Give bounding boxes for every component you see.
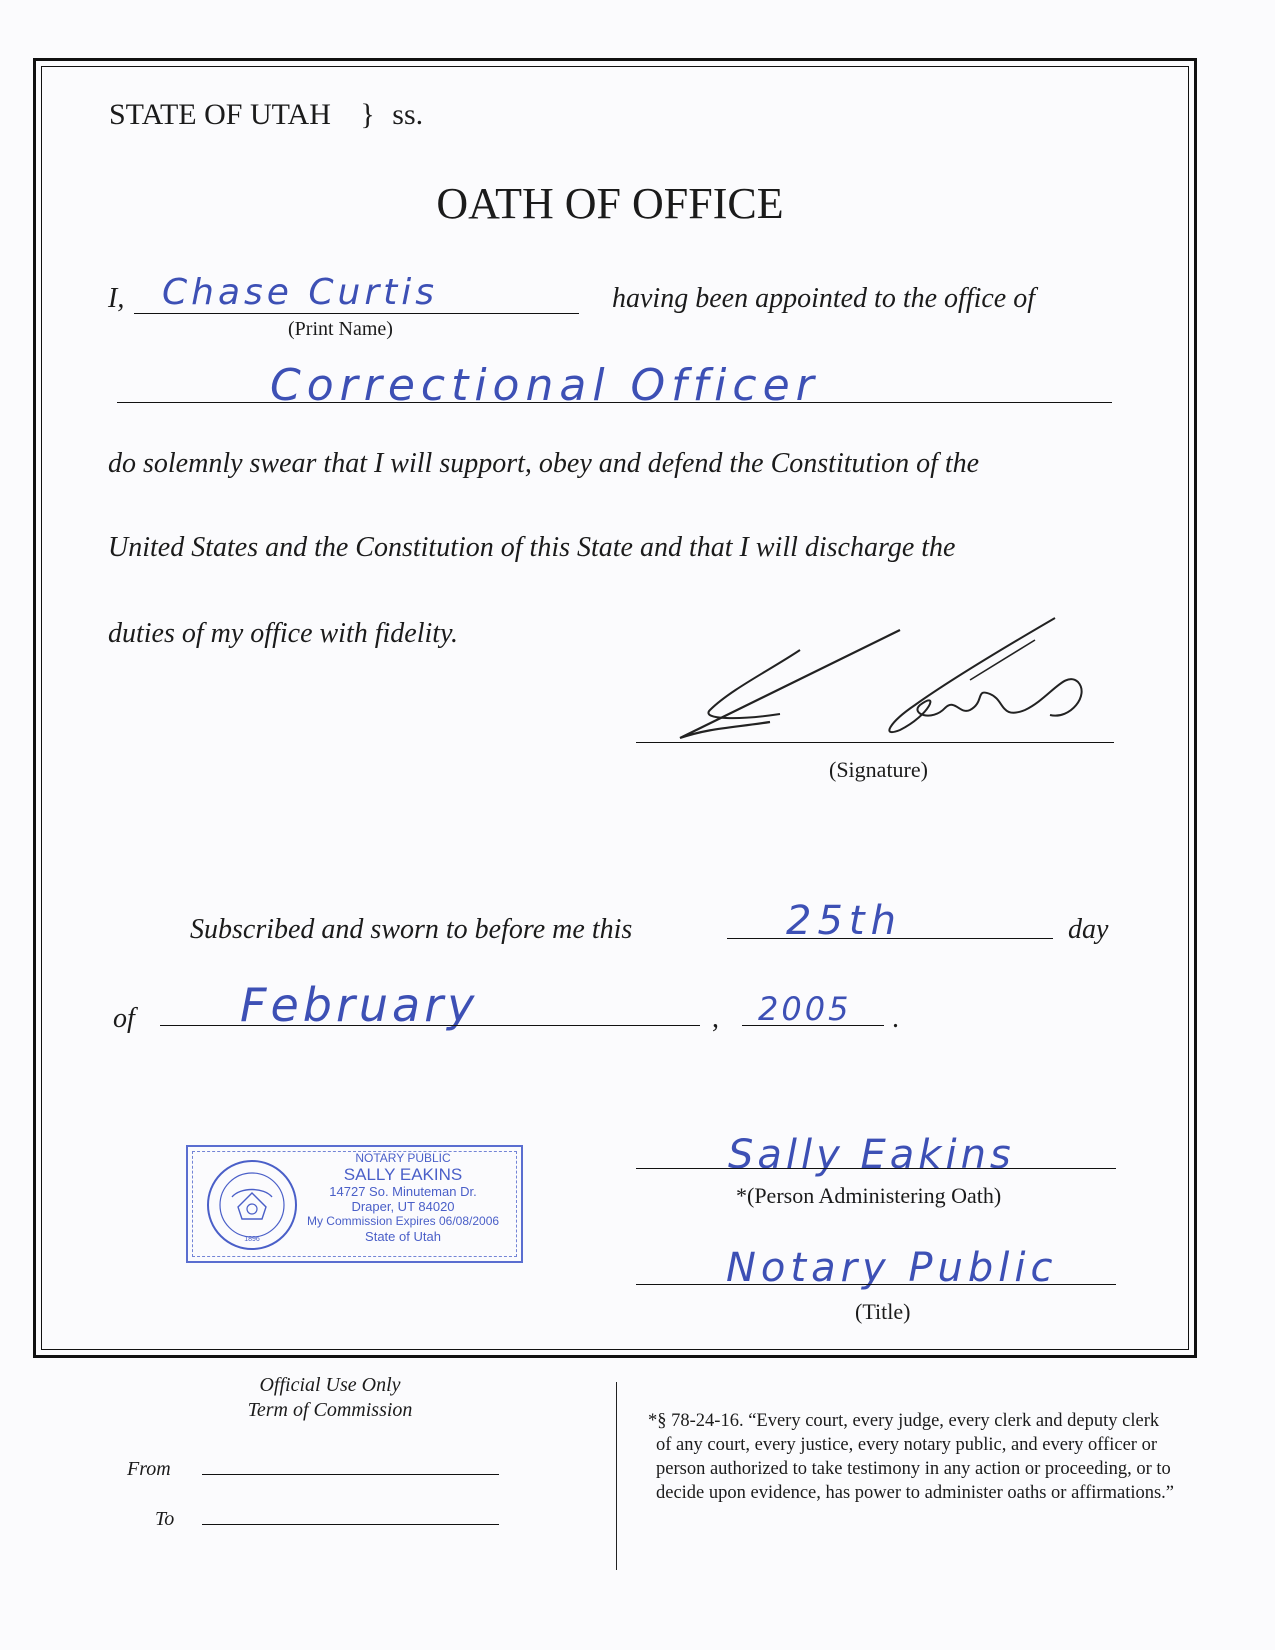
handwritten-administrator: Sally Eakins xyxy=(728,1132,1015,1178)
handwritten-day: 25th xyxy=(786,898,902,944)
sworn-text: Subscribed and sworn to before me this xyxy=(190,914,633,945)
handwritten-office: Correctional Officer xyxy=(270,360,820,411)
i-prefix: I, xyxy=(108,283,125,314)
signature-caption: (Signature) xyxy=(829,757,928,782)
signature-line xyxy=(636,742,1114,743)
to-line xyxy=(202,1524,499,1525)
footer-divider xyxy=(616,1382,617,1570)
handwritten-title: Notary Public xyxy=(726,1245,1058,1291)
title-caption: (Title) xyxy=(855,1299,911,1324)
state-seal-icon xyxy=(204,1157,300,1253)
brace: } xyxy=(360,98,375,131)
stamp-commission: My Commission Expires 06/08/2006 xyxy=(306,1214,500,1228)
stamp-address1: 14727 So. Minuteman Dr. xyxy=(329,1184,477,1199)
title-line xyxy=(636,1284,1116,1285)
stamp-text-block xyxy=(298,1151,508,1244)
notary-stamp xyxy=(186,1145,523,1263)
statute-footnote: *§ 78-24-16. “Every court, every judge, every clerk and deputy clerk of any court, every justice, every notary public, and every officer or person authorized to take testimony in any action or proceeding, or to decide upon evidence, has power to administer oaths or affirmations.” xyxy=(648,1411,1175,1503)
from-line xyxy=(202,1474,499,1475)
day-line xyxy=(727,938,1053,939)
print-name-caption: (Print Name) xyxy=(288,318,393,340)
seal-year: 1896 xyxy=(244,1236,260,1243)
to-label: To xyxy=(155,1508,175,1530)
administering-caption: *(Person Administering Oath) xyxy=(736,1183,1002,1208)
name-line xyxy=(134,313,579,314)
stamp-state: State of Utah xyxy=(365,1229,441,1244)
administrator-line xyxy=(636,1168,1116,1169)
official-use-label: Official Use Only xyxy=(259,1374,401,1396)
handwritten-month: February xyxy=(240,978,479,1032)
page-title: OATH OF OFFICE xyxy=(436,179,784,228)
oath-line-2: United States and the Constitution of this State and that I will discharge the xyxy=(108,532,956,563)
year-line xyxy=(742,1025,884,1026)
stamp-address2: Draper, UT 84020 xyxy=(351,1199,455,1214)
of-word: of xyxy=(113,1003,135,1034)
day-word: day xyxy=(1068,914,1109,945)
oath-line-1: do solemnly swear that I will support, obey and defend the Constitution of the xyxy=(108,448,980,479)
signature-scribble xyxy=(670,610,1110,750)
comma: , xyxy=(712,1003,719,1034)
term-label: Term of Commission xyxy=(247,1399,413,1421)
month-line xyxy=(160,1025,700,1026)
oath-line-3: duties of my office with fidelity. xyxy=(108,618,458,649)
handwritten-year: 2005 xyxy=(758,990,852,1028)
period: . xyxy=(892,1003,899,1034)
state-name: STATE OF UTAH xyxy=(109,98,331,131)
from-label: From xyxy=(127,1458,171,1480)
appointed-text: having been appointed to the office of xyxy=(612,283,1036,314)
stamp-name: SALLY EAKINS xyxy=(343,1165,463,1184)
handwritten-name: Chase Curtis xyxy=(162,272,438,313)
stamp-heading: NOTARY PUBLIC xyxy=(355,1151,451,1165)
state-heading xyxy=(109,98,423,132)
office-line xyxy=(117,402,1112,403)
ss-abbrev: ss. xyxy=(392,98,424,131)
